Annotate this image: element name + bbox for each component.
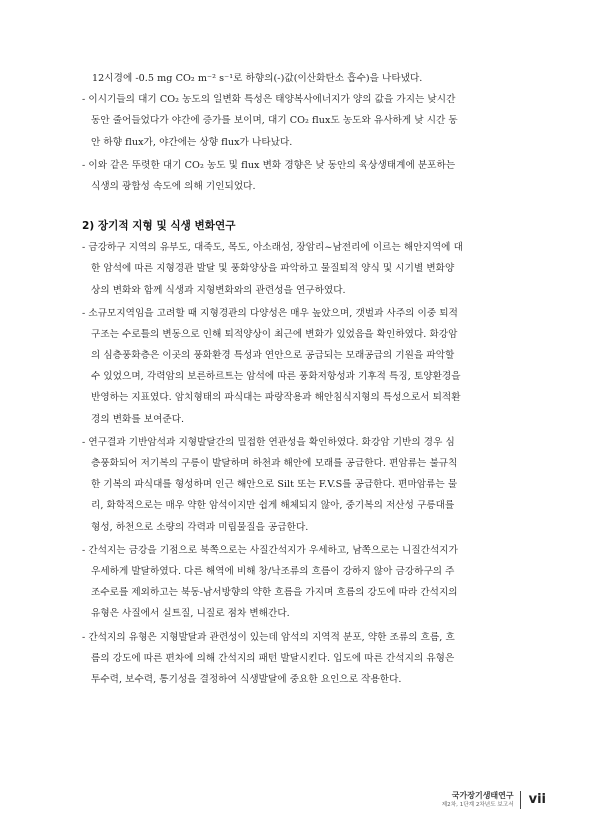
section-heading: 2) 장기적 지형 및 식생 변화연구: [82, 220, 236, 233]
bullet-item: [82, 303, 526, 430]
text-line: 반영하는 지표였다. 암치형태의 파식대는 파랑작용과 해안침식지형의 특성으로서 퇴적환: [91, 392, 461, 404]
text-line: 한 기복의 파식대를 형성하며 인근 해안으로 Silt 또는 F.V.S를 공급한다. 편마암류는 물: [91, 479, 458, 491]
text-line: 수 있었으며, 각력암의 보른하르트는 암석에 따른 풍화저항성과 기후적 특징, 토양환경을: [91, 371, 461, 383]
bullet-item: [82, 627, 526, 691]
intro-paragraph: [82, 68, 526, 89]
text-line: 안 하향 flux가, 야간에는 상향 flux가 나타났다.: [91, 136, 293, 148]
text-line: - 소규모지역임을 고려할 때 지형경관의 다양성은 매우 높았으며, 갯벌과 사주의 이중 퇴적: [82, 307, 458, 319]
bullet-item: [82, 89, 526, 153]
text-line: 상의 변화와 함께 식생과 지형변화와의 관련성을 연구하였다.: [91, 284, 346, 296]
bullet-item: [82, 432, 526, 538]
text-line: 식생의 광합성 속도에 의해 기인되었다.: [91, 180, 256, 192]
text-line: - 금강하구 지역의 유부도, 대죽도, 목도, 아소래섬, 장암리~남전리에 이르는 해안지역에 대: [82, 242, 463, 254]
text-line: 동안 줄어들었다가 야간에 증가를 보이며, 대기 CO₂ flux도 농도와 유사하게 낮 시간 동: [91, 115, 458, 127]
text-line: 12시경에 -0.5 mg CO₂ m⁻² s⁻¹로 하향의(-)값(이산화탄소 흡수)을 나타냈다.: [92, 73, 423, 84]
page-number: vii: [528, 792, 546, 807]
page-content: [82, 68, 526, 692]
text-line: 형성, 하천으로 소량의 각력과 미립물질을 공급한다.: [91, 521, 309, 533]
bullet-item: [82, 237, 526, 301]
footer-text: [442, 790, 514, 809]
bullet-list-top: [82, 89, 526, 197]
text-line: 경의 변화를 보여준다.: [91, 413, 185, 425]
text-line: 층풍화되어 저기복의 구릉이 발달하며 하천과 해안에 모래를 공급한다. 편암류는 불규칙: [91, 458, 458, 469]
text-line: 의 심층풍화층은 이곳의 풍화환경 특성과 연안으로 공급되는 모래공급의 기원을 파악할: [91, 350, 455, 362]
text-line: - 연구결과 기반암석과 지형발달간의 밀접한 연관성을 확인하였다. 화강암 기반의 경우 심: [82, 436, 455, 448]
text-line: - 간석지의 유형은 지형발달과 관련성이 있는데 암석의 지역적 분포, 약한 조류의 흐름, 흐: [82, 631, 455, 643]
text-line: 구조는 수로틀의 변동으로 인해 퇴적양상이 최근에 변화가 있었음을 확인하였다. 화강암: [91, 328, 458, 340]
text-line: 투수력, 보수력, 통기성을 결정하여 식생발달에 중요한 요인으로 작용한다.: [91, 673, 402, 685]
bullet-item: [82, 540, 526, 625]
footer-divider: [520, 791, 521, 809]
text-line: - 간석지는 금강을 기점으로 북쪽으로는 사질간석지가 우세하고, 남쪽으로는 니질간석지가: [82, 544, 458, 556]
text-line: 한 암석에 따른 지형경관 발달 및 풍화양상을 파악하고 물질퇴적 양식 및 시기별 변화양: [91, 263, 455, 275]
bullet-list-main: [82, 237, 526, 690]
footer-title: 국가장기생태연구: [451, 791, 514, 800]
text-line: 유형은 사질에서 실트질, 니질로 점차 변해간다.: [91, 608, 290, 620]
text-line: - 이와 같은 뚜렷한 대기 CO₂ 농도 및 flux 변화 경향은 낮 동안의 육상생태계에 분포하는: [82, 159, 456, 171]
text-line: 조수로를 제외하고는 북동-남서방향의 약한 흐름을 가지며 흐름의 강도에 따라 간석지의: [91, 587, 458, 599]
text-line: - 이시기들의 대기 CO₂ 농도의 일변화 특성은 태양복사에너지가 양의 값을 가지는 낮시간: [82, 94, 456, 106]
text-line: 리, 화학적으로는 매우 약한 암석이지만 쉽게 해체되지 않아, 중기복의 저산성 구릉대를: [91, 500, 455, 512]
bullet-item: [82, 155, 526, 197]
page-footer: [442, 790, 546, 809]
text-line: 우세하게 발달하였다. 다른 해역에 비해 창/낙조류의 흐름이 강하지 않아 금강하구의 주: [91, 565, 455, 577]
footer-subtitle: 제2차, 1단계 2차년도 보고서: [441, 802, 514, 808]
text-line: 름의 강도에 따른 편차에 의해 간석지의 패턴 발달시킨다. 입도에 따른 간석지의 유형은: [91, 652, 455, 664]
